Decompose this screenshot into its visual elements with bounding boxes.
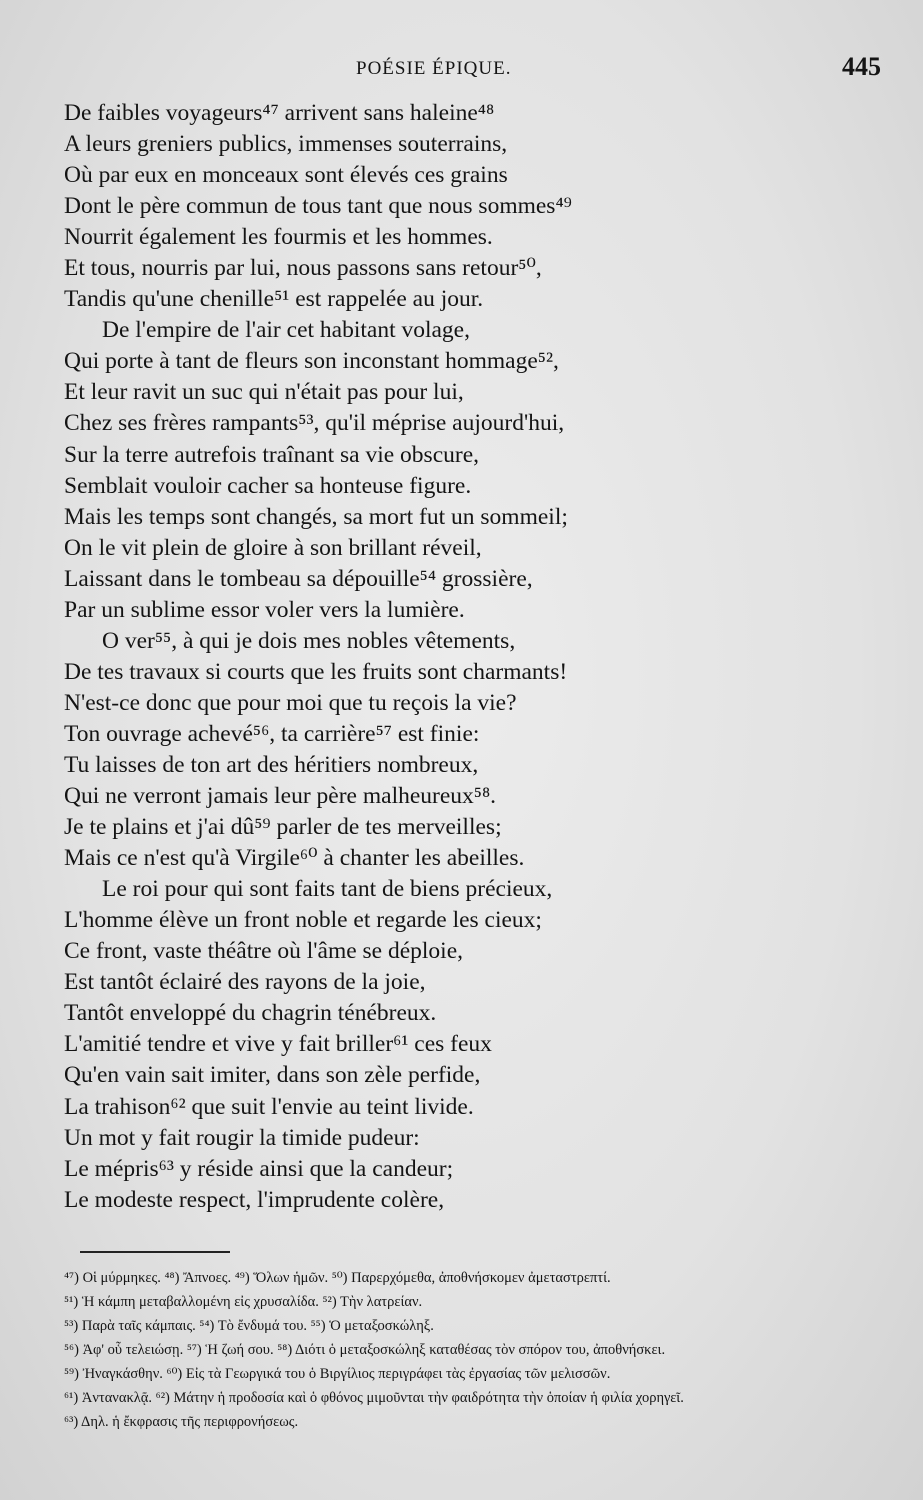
verse-line: Nourrit également les fourmis et les hommes. — [64, 224, 493, 251]
verse-line: L'homme élève un front noble et regarde les cieux; — [64, 907, 542, 934]
verse-line: A leurs greniers publics, immenses souterrains, — [64, 131, 508, 158]
verse-line: N'est-ce donc que pour moi que tu reçois la vie? — [64, 689, 517, 716]
verse-line: Tandis qu'une chenille⁵¹ est rappelée au jour. — [64, 286, 484, 313]
verse-line: Ton ouvrage achevé⁵⁶, ta carrière⁵⁷ est finie: — [64, 720, 480, 747]
footnote-line: ⁵³) Παρὰ ταῖς κάμπαις. ⁵⁴) Τὸ ἔνδυμά του. ⁵⁵) Ὁ μεταξοσκώληξ. — [64, 1318, 434, 1334]
verse-line: Tu laisses de ton art des héritiers nombreux, — [64, 751, 479, 778]
verse-line: Le roi pour qui sont faits tant de biens précieux, — [102, 876, 553, 903]
verse-line: Semblait vouloir cacher sa honteuse figure. — [64, 472, 472, 499]
verse-line: La trahison⁶² que suit l'envie au teint livide. — [64, 1093, 474, 1120]
verse-line: Le modeste respect, l'imprudente colère, — [64, 1186, 445, 1213]
verse-line: Et tous, nourris par lui, nous passons sans retour⁵⁰, — [64, 255, 542, 282]
footnote-line: ⁶³) Δηλ. ἡ ἔκφρασις τῆς περιφρονήσεως. — [64, 1414, 299, 1430]
verse-line: On le vit plein de gloire à son brillant réveil, — [64, 534, 482, 561]
footnote-line: ⁵⁶) Ἀφ' οὗ τελειώσῃ. ⁵⁷) Ἡ ζωή σου. ⁵⁸) Διότι ὁ μεταξοσκώληξ καταθέσας τὸν σπόρον του, ἀποθνήσκει. — [64, 1342, 666, 1358]
verse-line: Mais ce n'est qu'à Virgile⁶⁰ à chanter les abeilles. — [64, 845, 525, 872]
verse-line: Où par eux en monceaux sont élevés ces grains — [64, 162, 508, 189]
verse-line: Chez ses frères rampants⁵³, qu'il méprise aujourd'hui, — [64, 410, 565, 437]
verse-line: O ver⁵⁵, à qui je dois mes nobles vêtements, — [102, 627, 516, 654]
verse-line: Un mot y fait rougir la timide pudeur: — [64, 1124, 420, 1151]
verse-line: De tes travaux si courts que les fruits sont charmants! — [64, 658, 568, 685]
running-head — [0, 52, 923, 86]
verse-line: Qui porte à tant de fleurs son inconstant hommage⁵², — [64, 348, 559, 375]
verse-line: Ce front, vaste théâtre où l'âme se déploie, — [64, 938, 464, 965]
footnote-rule — [80, 1251, 230, 1253]
verse-line: Qui ne verront jamais leur père malheureux⁵⁸. — [64, 783, 497, 810]
verse-line: Mais les temps sont changés, sa mort fut un sommeil; — [64, 503, 568, 530]
verse-line: Est tantôt éclairé des rayons de la joie, — [64, 969, 426, 996]
footnote-line: ⁴⁷) Οἱ μύρμηκες. ⁴⁸) Ἄπνοες. ⁴⁹) Ὅλων ἡμῶν. ⁵⁰) Παρερχόμεθα, ἀποθνήσκομεν ἀμεταστρεπτί. — [64, 1270, 611, 1286]
verse-line: Dont le père commun de tous tant que nous sommes⁴⁹ — [64, 193, 572, 220]
verse-line: Le mépris⁶³ y réside ainsi que la candeur; — [64, 1155, 454, 1182]
footnote-line: ⁶¹) Ἀντανακλᾷ. ⁶²) Μάτην ἡ προδοσία καὶ ὁ φθόνος μιμοῦνται τὴν φαιδρότητα τὴν ὁποίαν ἡ φιλία χορηγεῖ. — [64, 1390, 684, 1406]
verse-line: Sur la terre autrefois traînant sa vie obscure, — [64, 441, 480, 468]
verse-line: Qu'en vain sait imiter, dans son zèle perfide, — [64, 1062, 481, 1089]
verse-line: L'amitié tendre et vive y fait briller⁶¹ ces feux — [64, 1031, 492, 1058]
verse-line: Par un sublime essor voler vers la lumière. — [64, 596, 465, 623]
verse-line: Laissant dans le tombeau sa dépouille⁵⁴ grossière, — [64, 565, 533, 592]
verse-line: De l'empire de l'air cet habitant volage, — [102, 317, 470, 344]
footnote-line: ⁵⁹) Ἠναγκάσθην. ⁶⁰) Εἰς τὰ Γεωργικά του ὁ Βιργίλιος περιγράφει τὰς ἐργασίας τῶν μελισσῶν. — [64, 1366, 611, 1382]
poem-text — [64, 98, 884, 1216]
verse-line: Et leur ravit un suc qui n'était pas pour lui, — [64, 379, 464, 406]
footnotes — [64, 1266, 864, 1434]
verse-line: Je te plains et j'ai dû⁵⁹ parler de tes merveilles; — [64, 814, 502, 841]
page-number: 445 — [842, 52, 881, 81]
footnote-line: ⁵¹) Ἡ κάμπη μεταβαλλομένη εἰς χρυσαλίδα. ⁵²) Τὴν λατρείαν. — [64, 1294, 423, 1310]
verse-line: Tantôt enveloppé du chagrin ténébreux. — [64, 1000, 437, 1027]
verse-line: De faibles voyageurs⁴⁷ arrivent sans haleine⁴⁸ — [64, 100, 495, 126]
running-head-title: POÉSIE ÉPIQUE. — [356, 58, 512, 79]
